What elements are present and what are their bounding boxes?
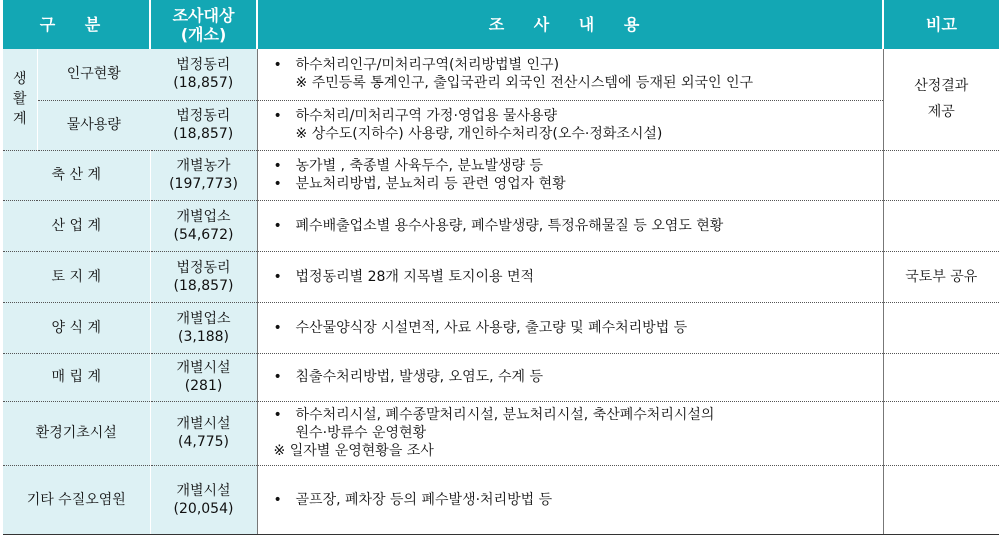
row-content: • 하수처리시설, 폐수종말처리시설, 분뇨처리시설, 축산폐수처리시설의 원수·방류수 운영현황 ※ 일자별 운영현황을 조사 — [257, 401, 883, 465]
row-remark — [883, 465, 999, 534]
row-remark — [883, 401, 999, 465]
survey-table — [3, 0, 999, 535]
table-row — [3, 200, 999, 251]
header-row — [3, 0, 999, 49]
row-content: • 수산물양식장 시설면적, 사료 사용량, 출고량 및 폐수처리방법 등 — [257, 302, 883, 353]
table-row — [3, 100, 999, 150]
table-row — [3, 353, 999, 401]
table-row — [3, 49, 999, 100]
row-target: 법정동리 (18,857) — [150, 49, 257, 100]
header-category: 구 분 — [3, 0, 150, 49]
bullet-icon: • — [273, 57, 282, 74]
bullet-icon: • — [273, 491, 282, 508]
row-target: 개별농가 (197,773) — [150, 150, 257, 200]
row-label: 매 립 계 — [3, 353, 150, 401]
row-content: • 폐수배출업소별 용수사용량, 폐수발생량, 특정유해물질 등 오염도 현황 — [257, 200, 883, 251]
header-target: 조사대상 (개소) — [150, 0, 257, 49]
group-living: 생활계 — [3, 49, 37, 150]
row-content: • 하수처리인구/미처리구역(처리방법별 인구) ※ 주민등록 통계인구, 출입국관리 외국인 전산시스템에 등재된 외국인 인구 — [257, 49, 883, 100]
bullet-icon: • — [273, 108, 282, 124]
row-label: 기타 수질오염원 — [3, 465, 150, 534]
row-label: 양 식 계 — [3, 302, 150, 353]
row-remark — [883, 150, 999, 200]
table-row — [3, 465, 999, 534]
row-content: • 침출수처리방법, 발생량, 오염도, 수계 등 — [257, 353, 883, 401]
row-target: 법정동리 (18,857) — [150, 251, 257, 302]
row-target: 개별시설 (281) — [150, 353, 257, 401]
bullet-icon: • — [273, 268, 282, 285]
table-row — [3, 401, 999, 465]
row-label: 토 지 계 — [3, 251, 150, 302]
table-row — [3, 302, 999, 353]
bullet-icon: • — [273, 217, 282, 234]
row-label: 인구현황 — [37, 49, 150, 100]
table-row — [3, 150, 999, 200]
row-remark — [883, 302, 999, 353]
row-target: 개별업소 (3,188) — [150, 302, 257, 353]
row-remark: 국토부 공유 — [883, 251, 999, 302]
row-content: • 농가별 , 축종별 사육두수, 분뇨발생량 등 • 분뇨처리방법, 분뇨처리 등 관련 영업자 현황 — [257, 150, 883, 200]
bullet-icon: • — [273, 319, 282, 336]
bullet-icon: • — [273, 407, 282, 423]
bullet-icon: • — [273, 158, 282, 174]
bullet-icon: • — [273, 369, 282, 385]
row-label: 환경기초시설 — [3, 401, 150, 465]
row-remark — [883, 353, 999, 401]
header-remark: 비고 — [883, 0, 999, 49]
row-label: 산 업 계 — [3, 200, 150, 251]
row-content: • 하수처리/미처리구역 가정·영업용 물사용량 ※ 상수도(지하수) 사용량, 개인하수처리장(오수·정화조시설) — [257, 100, 883, 150]
row-target: 개별시설 (4,775) — [150, 401, 257, 465]
bullet-icon: • — [273, 176, 282, 192]
row-target: 개별시설 (20,054) — [150, 465, 257, 534]
row-content: • 법정동리별 28개 지목별 토지이용 면적 — [257, 251, 883, 302]
remark-living: 산정결과 제공 — [883, 49, 999, 150]
table-row — [3, 251, 999, 302]
row-label: 축 산 계 — [3, 150, 150, 200]
row-target: 개별업소 (54,672) — [150, 200, 257, 251]
row-label: 물사용량 — [37, 100, 150, 150]
row-content: • 골프장, 폐차장 등의 폐수발생·처리방법 등 — [257, 465, 883, 534]
header-content: 조 사 내 용 — [257, 0, 883, 49]
row-remark — [883, 200, 999, 251]
row-target: 법정동리 (18,857) — [150, 100, 257, 150]
